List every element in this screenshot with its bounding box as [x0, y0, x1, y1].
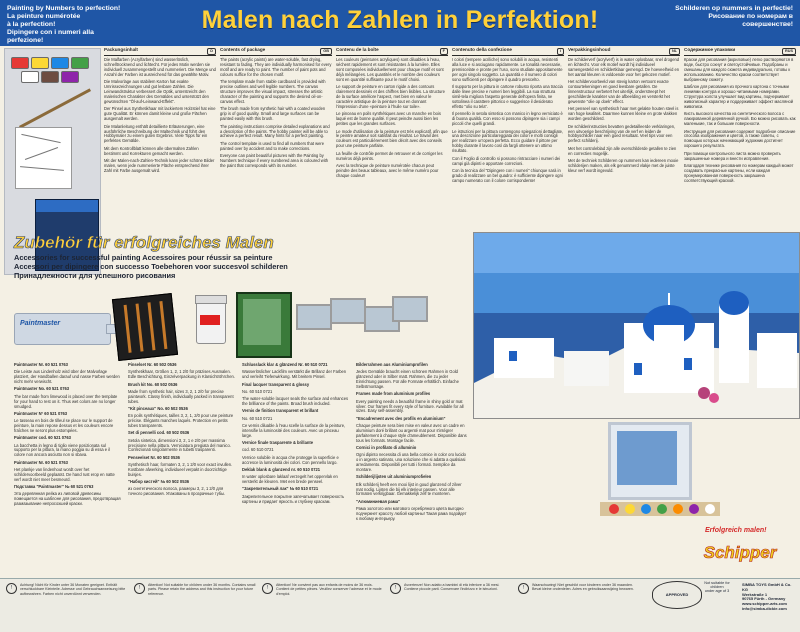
accessory-text: Set di pennelli cod. 60 502 0536: [128, 430, 190, 436]
accessory-column-brushes: [128, 363, 236, 500]
accessory-text: Le tasseau en bois de tilleul se place sur le support de peinture, la main repose dessus et les couleurs encore fraîches ne seront plus estompées.: [14, 418, 114, 433]
paragraph: Les couleurs (peintures acryliques) sont diluables à l'eau, séchent rapidement et sont résistantes à la lumière. Elles sont composées individuellement pour chaque motif et sont déjà mélangées. Les quantités et le nombre des couleurs sont en quantité suffisante pour le motif choisi.: [336, 57, 444, 82]
accessory-text: Wasserlöslicher Lackfilm verstärkt die Brillanz der Farben und verleiht Tiefenwirkung. Mit breitem Pinsel.: [242, 369, 347, 380]
accessory-text: Synthetikhaar, Größen 1, 2, 1 2/0 für präzises Ausmalen. Edle Beschichtung, Einzelverpackung in Klarsichtröhrchen.: [128, 369, 235, 380]
accessory-text: Ogni dipinto necessita di una bella cornice in color oro lucido o in argento satinato, una soluzione che si adatta a qualsiasi arredamento. Disponibili per tutti i formati. Semplice da montare.: [356, 452, 466, 473]
accessory-text: Schilderijlijsten uit aluminiumprofielen: [356, 474, 432, 480]
paragraph: Le istruzioni per la pittura contengono spiegazioni dettagliate, una descrizione particolareggiata dei colori e molti consigli per realizzare un'opera perfetta. Ecco guidare il pittore per hobby durante il lavoro così da fargli ottenere un ottimo risultato.: [452, 128, 564, 154]
paragraph: The template made from stable cardboard is provided with precise outlines and well legible numbers. The canvas structure improves the visual impact, stresses the artistic character of the painting and supports the desired oil-on-canvas effect.: [220, 79, 326, 104]
paint-pot: [61, 71, 79, 83]
accessory-text: Die Leiste aus Lindenholz wird über der Malvorlage platziert, der Handballen darauf und nasse Farben werden nicht mehr verwischt.: [14, 369, 120, 385]
accessories-title: Zubehör für erfolgreiches Malen: [14, 233, 274, 252]
santorini-painting-image: [473, 232, 800, 419]
paragraph: The control template is used to find all numbers that were painted over by accident and to make corrections.: [220, 140, 324, 151]
logo-wordmark: Schipper: [703, 543, 777, 562]
company-address: [742, 583, 798, 612]
accessory-text: Vernice solubile in acqua che protegge la superficie e accresce la luminosità dei colori. Con pennello largo.: [242, 454, 339, 465]
age-warning-line: under age of 3: [704, 589, 730, 593]
paint-pot: [71, 57, 89, 69]
accessory-text: Jedes Gemälde braucht einen schönen Rahmen in Gold glänzend oder in Silber matt. Rahmen, die zu jeder Einrichtung passen. Für alle Formate erhältlich. Einfache Selbstmontage.: [356, 369, 459, 390]
schipper-logo: [685, 525, 795, 573]
accessory-text: Setola sintetica, dimensioni 3, 2, 1 e 2/0 per massima precisione nella pittura. Verniciatura pregiata del manico. Confezionati singolarmente in tubetti trasparenti.: [128, 437, 231, 453]
contents-column-gb: [220, 48, 332, 172]
contents-column-rus: [684, 48, 796, 186]
accessory-text: "Алюминиевая рама": [356, 498, 400, 504]
paragraph: Met het controleblad zijn alle overschilderde getallen te zien en correcties mogelijk.: [568, 145, 677, 156]
paragraph: Der Pinsel aus Synthetikhaar mit lackiertem Holzstiel hat eine gute Qualität. Er können damit kleine und große Flächen ausgemalt werden.: [104, 106, 216, 122]
footer-warning-text: Waarschuwing! Niet geschikt voor kinderen onder 36 maanden. Bevat kleine onderdelen. Adres en gebruiksaanwijzing bewaren.: [532, 583, 634, 592]
language-tag: RUS: [782, 48, 796, 55]
language-tag: I: [557, 48, 564, 55]
paragraph: The paints (acrylic paints) are water-soluble, fast drying, resistant to fading. They are individually harmonised for every motif and are ready to paint. The number of paint pots and colours suffice for the chosen motif.: [220, 57, 332, 77]
column-heading: Contenu de la boîte: [336, 47, 379, 52]
age-warning-line: Not suitable for children: [704, 581, 730, 589]
warning-icon: !: [262, 583, 273, 594]
paragraph: Il supporto per la pittura in cartone robusto riporta una traccia dalle linee precise e numeri ben leggibili. La sua struttura simil-tela migliora l'aspetto generale dell'opera finita, ne sottolinea il carattere pittorico e suggerisce il desiderato effetto "olio su tela".: [452, 84, 563, 109]
accessory-text: En poils synthétiques, tailles 3, 2, 1, 2/0 pour une peinture précise. Élégants manches laqués. Protection en petits tubes transparents.: [128, 413, 234, 429]
accessory-text: The bar made from limewood is placed over the template for your hand to rest on it. Thus wet colors are no longer smudged.: [14, 393, 118, 409]
accessory-text: "Закрепительный лак" № 60 510 0721: [242, 486, 319, 492]
accessory-text: "Набор кистей" № 60 502 0536: [128, 479, 190, 485]
paragraph: La feuille de contrôle permet de retrouver et de corriger les numéros déjà peints.: [336, 150, 443, 161]
column-heading: Contenuto della confezione: [452, 47, 512, 52]
accessories-subtitle: [14, 253, 434, 280]
paragraph: Het penseel van synthetisch haar met gelakte houten steel is van hoge kwaliteit. Daarmee kunnen kleine en grote vlakken worden geschilderd.: [568, 106, 679, 122]
paragraph: The brush made from synthetic hair with a coated wooden grip is of good quality. Small and large surfaces can be painted easily with this brush.: [220, 106, 326, 122]
paragraph: Con la tecnica del "Dipingere con i numeri" chiunque sarà in grado di realizzare un bel quadro: è sufficiente dipingere ogni campo numerato con il colore corrispondente!: [452, 168, 563, 183]
accessory-text: cod. 60 510 0721: [242, 447, 274, 453]
header-right-line: Рисование по номерам в совершенстве!: [708, 13, 793, 28]
accessory-text: In water oplosbare laklaaf verzegelt het oppervlak en versterkt de kleuren. Met een brede penseel.: [242, 474, 338, 484]
paintmaster-label: Paintmaster: [20, 320, 61, 327]
footer-warning-text: Attention! Ne convient pas aux enfants de moins de 36 mois. Contient de petites pièces. Veuillez conserver l'adresse et le mode d'emploi.: [276, 583, 382, 596]
accessory-text: Deklak blank & glanzend nr. 60 510 0721: [242, 466, 321, 472]
accessory-text: Brush kit No. 60 502 0536: [128, 381, 178, 387]
accessory-text: Bilderrahmen aus Aluminiumprofilen: [356, 362, 428, 367]
header-right-line: Schilderen op nummers in perfectie!: [675, 5, 793, 12]
contents-column-fr: [336, 48, 448, 182]
accessory-text: Ce vernis diluable à l'eau scelle la surface de la peinture, intensifie la luminosité des couleurs. Avec un pinceau large.: [242, 422, 346, 438]
accessories-subtitle-line: Accessori per dipingere con successo Toebehoren voor succesvol schilderen: [14, 262, 288, 271]
accessory-text: No. 60 510 0721: [242, 415, 273, 421]
contents-column-de: [104, 48, 216, 177]
logo-tagline: Erfolgreich malen!: [705, 527, 767, 534]
frames-image: [296, 296, 426, 356]
paragraph: Het schildervoorbeeld van stevig karton vertoont exacte contourtekeningen en goed leesbare getallen. De linnenstructuur verbetert het uiterlijk, onderstreept het geschilderde karakter van de afbeelding en versterkt het gewenste "olie op doek" effect.: [568, 79, 670, 104]
accessory-text: из синтетического волоса, размеры 3, 2, 1 2/0 для точного рисования. Упакованы в прозрачные тубы.: [128, 486, 226, 497]
accessory-text: Pinselset Nr. 60 502 0536: [128, 362, 177, 367]
header-left-taglines: [7, 5, 127, 45]
paragraph: Благодаря технике рисования по номерам каждый может создавать прекрасные картины, если каждая пронумерованная поверхность закрашена соответствующей краской.: [684, 163, 794, 183]
footer-warning-text: Attention! Not suitable for children under 36 months. Contains small parts. Please retain the address and this instruction for your future reference.: [148, 583, 256, 596]
framed-painting-image: [608, 422, 692, 500]
paragraph: Everyone can paint beautiful pictures with the Painting by Numbers technique if every numbered area is coloured with the paint that corresponds with its number.: [220, 153, 329, 169]
paragraph: Avec la technique de peinture numérotée chacun peut peindre des beaux tableaux, avec le même numéro pour chaque couleur!: [336, 163, 439, 178]
paint-pot: [41, 71, 59, 83]
accessory-text: Het plankje van lindenhout wordt over het schildervoorbeeld geplaatst. De hand rust erop en natte verf wordt niet meer besmeurd.: [14, 466, 115, 482]
lacquer-bottle-image: [196, 300, 226, 344]
accessory-text: Chaque peinture sera bien mise en valeur avec un cadre en aluminium doré brillant ou argenté mat pour s'intégrer parfaitement à chaque style d'ameublement. Disponible dans tous les formats. Montage facile.: [356, 423, 467, 443]
address-line: www.schipper-arts.com: [742, 601, 787, 607]
header-right-taglines: [675, 5, 793, 29]
paragraph: Il pennello in setola sintetica con manico in legno verniciato è di buona qualità. Con esso si possono dipingere sia i campi piccoli che quelli grandi.: [452, 111, 563, 127]
contents-column-nl: [568, 48, 680, 177]
accessory-text: "Kit pinceaux" No. 60 502 0536: [128, 405, 188, 411]
language-tag: F: [440, 48, 448, 55]
paint-pot: [31, 57, 49, 69]
accessory-text: Рама золотого или матового серебряного цвета выгодно подчеркнет красоту любой картины! Такая рама подойдет к любому интерьеру.: [356, 506, 467, 521]
footer-warning-text: Avvertenze! Non adatto a bambini di età inferiore a 36 mesi. Contiene piccole parti. Conservare l'indirizzo e le istruzioni.: [404, 583, 500, 592]
accessory-text: Frames made from aluminium profiles: [356, 391, 431, 397]
accessory-text: Paintmaster N° 60 521 0763: [14, 410, 68, 416]
column-heading: Contents of package: [220, 47, 266, 52]
paragraph: De schilderinstructies bevatten gedetailleerde verklaringen, een uitvoerige beschrijving van de verf en leiden de hobbyschilder naar een goed resultaat. Veel tips voor een perfect schilderij.: [568, 123, 676, 144]
paragraph: Инструкция для рисования содержит подробное описание способа изображения и цветов, а также советы, с помощью которых начинающий художник достигнет хорошего результата.: [684, 128, 796, 149]
header-band: [0, 0, 800, 46]
lacquer-box-image: [236, 292, 292, 358]
accessory-text: Made from synthetic hair, sizes 3, 2, 1 2/0 for precise paintwork. Classy finish, individually packed in transparent tubes.: [128, 388, 234, 404]
warning-icon: !: [518, 583, 529, 594]
accessory-text: Synthetisch haar, formaten 3, 2, 1 2/0 voor exact invullen. Kostbare afwerking, individueel verpakt in doorzichtige buisjes.: [128, 462, 233, 477]
paint-pot-strip-image: [600, 498, 720, 520]
accessory-text: La bacchetta in legno di tiglio viene posizionata sul supporto per la pittura, la mano poggia su di essa e il colore non ancora asciutto non si sbava.: [14, 442, 111, 458]
paint-pot: [51, 57, 69, 69]
paragraph: Mit der Malen-nach-Zahlen-Technik kann jeder schöne Bilder malen, wenn jede nummerierte Fläche entsprechend ihrer Zahl mit Farbe ausgemalt wird.: [104, 158, 215, 174]
language-tag: GB: [320, 48, 332, 55]
accessory-text: Elk schilderij heeft een mooi lijst in goud glanzend of zilver mat nodig. Lijsten die bij elk interieur passen. Voor alle formaten verkrijgbaar. Gemakkelijk zelf te monteren.: [356, 481, 462, 497]
paragraph: Con il Foglio di controllo si possono rintracciare i numeri dei campi già dipinti e apportare correzioni.: [452, 155, 561, 166]
accessories-subtitle-line: Принадлежности для успешного рисования: [14, 271, 176, 280]
accessory-text: No. 60 510 0721: [242, 388, 273, 394]
accessory-text: Эта деревянная рейка из липовой древесины помещается на шаблоне для рисования, предотвращая размазывание непросохшей краски.: [14, 491, 121, 507]
accessory-text: Paintmaster Nr. 60 521 0763: [14, 459, 68, 465]
paragraph: Le mode d'utilisation de la peinture est très explicatif, afin que le peintre amateur soit satisfait du résultat. Le travail des couleurs est particulièrement bien décrit avec des conseils pour une peinture parfaite.: [336, 128, 448, 149]
address-line: Werkstraße 1: [742, 591, 768, 597]
brush-set-image: [112, 293, 178, 361]
paragraph: I colori (tempere acriliche) sono solubili in acqua, resistenti alla luce e si asciugano rapidamente. Le tonalità necessarie, premiscelate e pronte per l'uso, sono studiate appositamente per ogni singolo soggetto. La quantità e il numero di colori sono sufficienti per dipingere il quadro prescelto.: [452, 57, 563, 82]
paragraph: Шаблон для рисования из прочного картона с точными линиями контура и хорошо читаемыми номерами. Структура холста улучшает вид картины, подчеркивает живописный характер и поддерживает эффект масляной живописи.: [684, 84, 794, 109]
paragraph: The painting instructions comprise detailed explanations and a description of the paints. The hobby painter will be able to achieve a perfect result. Many hints for a perfect painting.: [220, 123, 330, 139]
accessory-text: Vernice finale trasparente & brillante: [242, 440, 313, 445]
paragraph: Met de techniek Schilderen op nummers kan iedereen mooie schilderijen maken, als elk genummerd vlakje met de juiste kleur verf wordt ingevuld.: [568, 158, 679, 174]
accessory-text: Cornici in profilato di alluminio: [356, 445, 417, 451]
column-heading: Packungsinhalt: [104, 47, 138, 52]
address-line: SIMBA TOYS GmbH & Co. KG: [742, 582, 792, 592]
accessory-text: Paintmaster No. 60 521 0763: [14, 386, 70, 392]
approved-stamp: APPROVED: [652, 581, 702, 609]
paragraph: Die Malfarben (Acrylfarben) sind wasserlöslich, schnelltrocknend und lichtecht. Für jedes Motiv werden sie individuell zusammengestellt und nummeriert. Die Menge und Anzahl der Farben ist ausreichend für das gewählte Motiv.: [104, 57, 216, 77]
paragraph: De schilderverf (acrylverf) is in water oplosbaar, snel drogend en lichtecht. Voor elk motief wordt hij individueel samengesteld en schildertklaar gemengd. De hoeveelheid en het aantal kleuren is voldoende voor het gekozen motief.: [568, 57, 680, 77]
address-line: info@simba-dickie.com: [742, 605, 787, 611]
accessory-text: Подставка "Paintmaster" № 60 521 0763: [14, 484, 94, 490]
accessory-text: Paintmaster cod. 60 521 0763: [14, 435, 71, 441]
address-line: 90765 Fürth - Germany: [742, 596, 786, 602]
footer-warning-text: Achtung! Nicht für Kinder unter 36 Monaten geeignet. Enthält verschluckbare Kleinteile. Adresse und Gebrauchsanweisung bitte aufbewahren. Farben nicht unverdünnt verwenden.: [20, 583, 126, 596]
paintmaster-image: [14, 313, 111, 345]
warning-icon: !: [6, 583, 17, 594]
warning-icon: !: [134, 583, 145, 594]
contents-column-it: [452, 48, 564, 186]
language-tag: NL: [669, 48, 680, 55]
paint-pot: [11, 57, 29, 69]
column-heading: Содержимое упаковки: [684, 47, 736, 52]
paragraph: Mit dem Kontrollblatt können alle übermalten Zahlen bestimmt und Korrekturen gemacht werden.: [104, 145, 199, 156]
language-tag: D: [207, 48, 216, 55]
paragraph: Le support de peinture en carton rigide a des contours clairement dessinés et des chiffres bien lisibles. La structure de la surface améliore l'aspect, met bien en valeur le caractère artistique de la peinture tout en donnant l'impression d'une «peinture à l'huile sur toile».: [336, 84, 445, 109]
accessory-text: Schlusslack klar & glänzend Nr. 60 510 0721: [242, 362, 328, 367]
template-image: [15, 127, 72, 189]
accessory-column-lacquer: [242, 363, 350, 507]
paragraph: Кисть высокого качества из синтетического волоса с лакированной деревянной ручкой. Ею можно рисовать как маленькие, так и большие поверхности.: [684, 111, 796, 127]
accessory-text: Закрепительное покрытие запечатывает поверхность картины и придает яркость и глубину краскам.: [242, 493, 345, 504]
warning-icon: !: [390, 583, 401, 594]
accessory-column-frames: [356, 363, 468, 524]
accessory-text: Penseelset Nr. 60 502 0536: [128, 454, 180, 460]
paragraph: Die Malanleitung enthält detaillierte Erläuterungen, eine ausführliche Beschreibung der Maltechnik und führt den Hobbymaler zu einem guten Ergebnis. Viele Tipps für ein perfektes Gemälde.: [104, 123, 208, 144]
accessory-text: Paintmaster Nr. 60 521 0763: [14, 362, 68, 367]
header-left-line: Painting by Numbers to perfection!: [7, 5, 121, 12]
header-left-line: Dipingere con i numeri alla perfezione!: [7, 29, 94, 44]
header-left-line: à la perfection!: [7, 21, 56, 28]
paragraph: Le pinceau en poils synthétiques avec un manche en bois laqué est de bonne qualité. Il peut peindre aussi bien les petites que les grandes surfaces.: [336, 111, 441, 127]
column-heading: Verpakkingsinhoud: [568, 47, 611, 52]
paragraph: При помощи контрольного листа можно проверить закрашенные номера и внести исправления.: [684, 150, 781, 161]
paragraph: Краски для рисования (акриловые) легко растворяются в воде, быстро сохнут и светоустойчивые. Подобраны и смешаны для каждого сюжета индивидуально, готовы к использованию. Количество краски соответствует выбранному сюжету.: [684, 57, 794, 82]
age-warning-badge: [700, 581, 734, 599]
paint-pot: [21, 71, 39, 83]
paragraph: Die Malvorlage aus stabilem Karton hat exakte Umrissezeichnungen und gut lesbare Zahlen. Die Leinwandstruktur verbessert die Optik, unterstreicht den malerischen Charakter des Gemäldes und unterstützt den gewünschten "Öl-auf-Leinwand-Effekt".: [104, 79, 209, 104]
santorini-illustration: [474, 233, 799, 418]
accessory-text: Vernis de finition transparent et brillant: [242, 408, 319, 414]
accessory-column-paintmaster: [14, 363, 122, 509]
accessory-text: Final lacquer transparent & glossy: [242, 381, 310, 387]
accessory-text: Every painting needs a beautiful frame in shiny gold or mat silver. Our frames fit every style of furniture. Available for all sizes. Easy self-assembly.: [356, 398, 464, 414]
accessory-text: "Encadrement avec des profils en aluminium": [356, 415, 446, 421]
header-left-line: La peinture numérotée: [7, 13, 81, 20]
page-title: Malen nach Zahlen in Perfektion!: [201, 6, 599, 34]
accessories-subtitle-line: Accessories for successful painting Accessoires pour réussir sa peinture: [14, 253, 273, 262]
accessory-text: The water-soluble lacquer seals the surface and enhances the brilliance of the paints. Broad brush included.: [242, 396, 349, 406]
